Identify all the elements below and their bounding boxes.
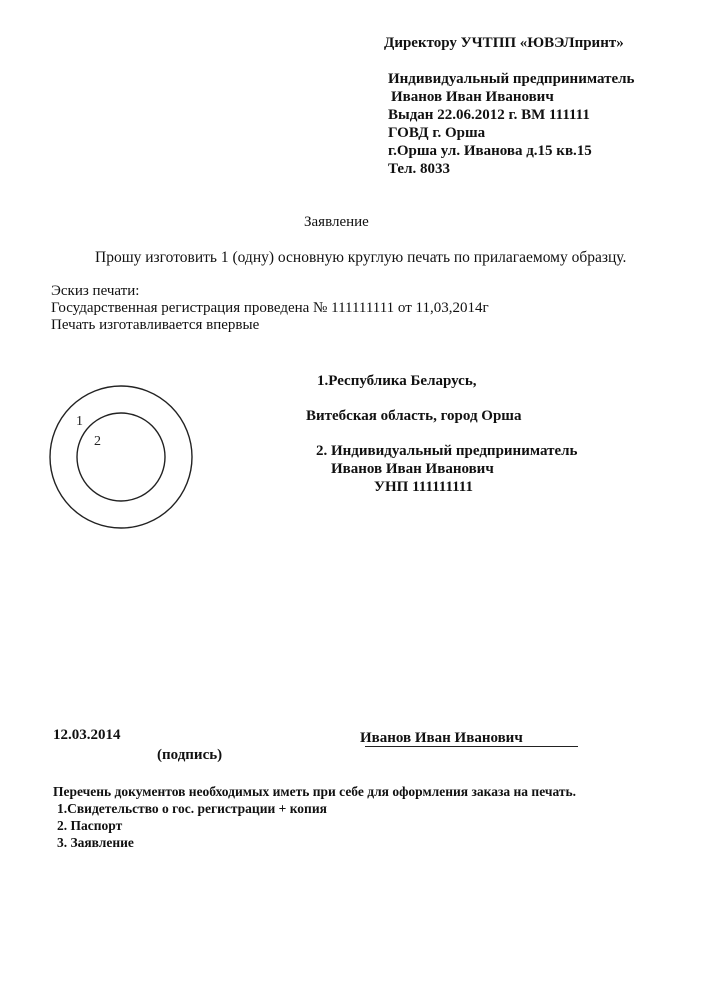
sender-address: г.Орша ул. Иванова д.15 кв.15: [388, 143, 592, 159]
document-item: 2. Паспорт: [57, 818, 123, 833]
sender-authority: ГОВД г. Орша: [388, 125, 486, 141]
registration-text: Государственная регистрация проведена № 111111111 от 11,03,2014г: [51, 300, 489, 316]
sender-phone: Тел. 8033: [388, 161, 451, 177]
seal-text-2: Витебская область, город Орша: [306, 408, 522, 424]
signature-caption: (подпись): [157, 747, 223, 763]
request-text: Прошу изготовить 1 (одну) основную круглую печать по прилагаемому образцу.: [95, 249, 627, 266]
documents-heading: Перечень документов необходимых иметь при себе для оформления заказа на печать.: [53, 784, 577, 799]
seal-outer-ring: [50, 386, 192, 528]
seal-inner-ring: [77, 413, 165, 501]
document-item: 3. Заявление: [57, 835, 134, 850]
sender-name: Иванов Иван Иванович: [391, 89, 554, 105]
seal-text-1: 1.Республика Беларусь,: [317, 373, 477, 389]
date: 12.03.2014: [53, 727, 121, 743]
seal-text-5: УНП 111111111: [374, 479, 473, 495]
first-time-text: Печать изготавливается впервые: [51, 317, 260, 333]
seal-label-1: 1: [76, 414, 83, 429]
seal-text-3: 2. Индивидуальный предприниматель: [316, 443, 578, 459]
sender-status: Индивидуальный предприниматель: [388, 71, 635, 87]
document-title: Заявление: [304, 214, 369, 230]
seal-sketch: [48, 384, 208, 544]
seal-text-4: Иванов Иван Иванович: [331, 461, 494, 477]
sender-issued: Выдан 22.06.2012 г. ВМ 111111: [388, 107, 590, 123]
seal-label-2: 2: [94, 434, 101, 449]
addressee-line: Директору УЧТПП «ЮВЭЛпринт»: [384, 35, 624, 51]
sketch-label: Эскиз печати:: [51, 283, 140, 299]
signature-line: [365, 746, 578, 747]
document-item: 1.Свидетельство о гос. регистрации + копия: [57, 801, 327, 816]
signer-name: Иванов Иван Иванович: [360, 730, 523, 746]
